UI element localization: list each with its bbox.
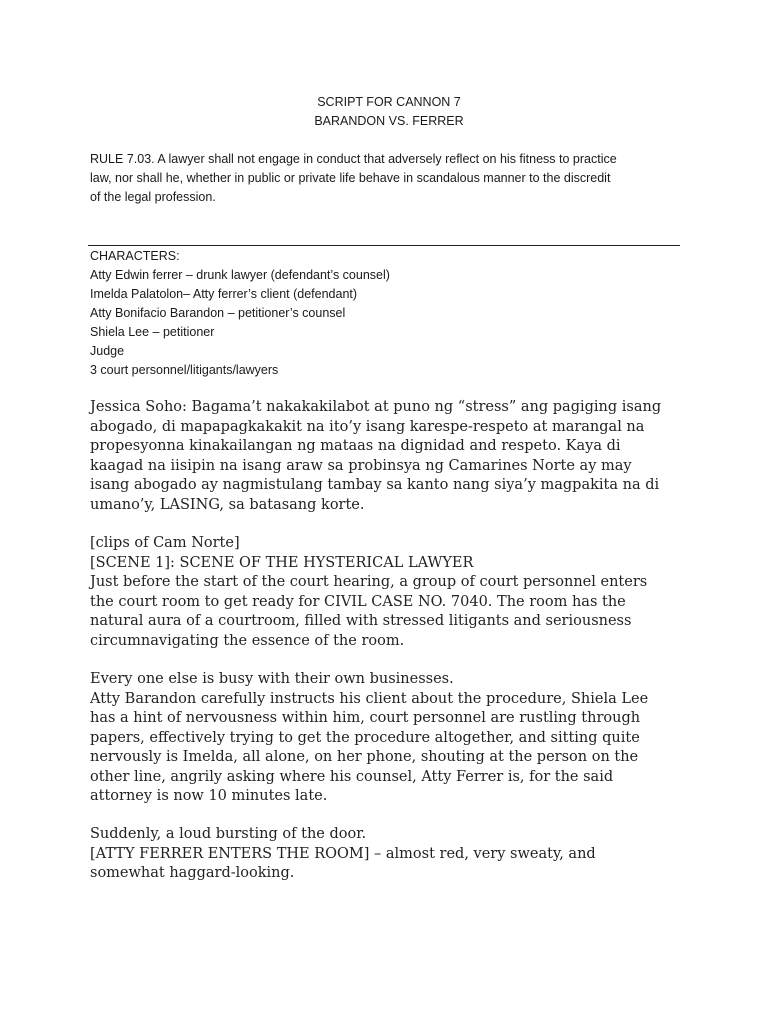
rule-line: law, nor shall he, whether in public or private life behave in scandalous manner to the discredit (90, 171, 611, 185)
paragraph-line: Jessica Soho: Bagama’t nakakakilabot at puno ng “stress” ang pagiging isang (90, 399, 662, 415)
characters-heading: CHARACTERS: (90, 249, 180, 263)
rule-statement (90, 150, 680, 207)
paragraph-line: papers, effectively trying to get the procedure altogether, and sitting quite (90, 729, 640, 746)
paragraph-line: Just before the start of the court hearing, a group of court personnel enters (90, 574, 648, 590)
rule-line: of the legal profession. (90, 190, 216, 204)
busy-paragraph (90, 670, 690, 807)
character-item: Judge (90, 344, 125, 358)
characters-list (90, 247, 390, 380)
case-title: BARANDON VS. FERRER (314, 114, 464, 128)
paragraph-line: kaagad na iisipin na isang araw sa probinsya ng Camarines Norte ay may (90, 457, 632, 474)
paragraph-line: [SCENE 1]: SCENE OF THE HYSTERICAL LAWYER (90, 554, 474, 571)
paragraph-line: isang abogado ay nagmistulang tambay sa kanto nang siya’y magpakita na di (90, 477, 660, 493)
character-item: Atty Edwin ferrer – drunk lawyer (defendant’s counsel) (90, 268, 390, 282)
script-title: SCRIPT FOR CANNON 7 (317, 95, 461, 109)
paragraph-line: attorney is now 10 minutes late. (90, 788, 328, 804)
character-item: Shiela Lee – petitioner (90, 325, 215, 339)
paragraph-line: circumnavigating the essence of the room. (90, 632, 405, 649)
paragraph-line: umano’y, LASING, sa batasang korte. (90, 496, 365, 513)
paragraph-line: the court room to get ready for CIVIL CASE NO. 7040. The room has the (90, 593, 626, 610)
character-item: Atty Bonifacio Barandon – petitioner’s counsel (90, 306, 346, 320)
paragraph-line: nervously is Imelda, all alone, on her phone, shouting at the person on the (90, 749, 639, 765)
paragraph-line: somewhat haggard-looking. (90, 865, 295, 881)
enter-paragraph (90, 825, 690, 884)
paragraph-line: natural aura of a courtroom, filled with stressed litigants and seriousness (90, 613, 632, 629)
paragraph-line: Every one else is busy with their own businesses. (90, 671, 454, 687)
character-item: Imelda Palatolon– Atty ferrer’s client (defendant) (90, 287, 358, 301)
scene-paragraph (90, 534, 690, 651)
paragraph-line: has a hint of nervousness within him, court personnel are rustling through (90, 710, 641, 726)
rule-line: RULE 7.03. A lawyer shall not engage in conduct that adversely reflect on his fitness to practice (90, 152, 617, 166)
paragraph-line: other line, angrily asking where his counsel, Atty Ferrer is, for the said (90, 768, 614, 785)
paragraph-line: [ATTY FERRER ENTERS THE ROOM] – almost red, very sweaty, and (90, 845, 596, 862)
paragraph-line: [clips of Cam Norte] (90, 535, 240, 551)
character-item: 3 court personnel/litigants/lawyers (90, 363, 279, 377)
paragraph-line: abogado, di mapapagkakakit na ito’y isang karespe-respeto at marangal na (90, 418, 645, 435)
paragraph-line: Suddenly, a loud bursting of the door. (90, 826, 367, 842)
paragraph-line: Atty Barandon carefully instructs his client about the procedure, Shiela Lee (90, 690, 649, 707)
intro-paragraph (90, 398, 690, 515)
section-divider (88, 245, 680, 246)
paragraph-line: propesyonna kinakailangan ng mataas na dignidad and respeto. Kaya di (90, 438, 621, 454)
